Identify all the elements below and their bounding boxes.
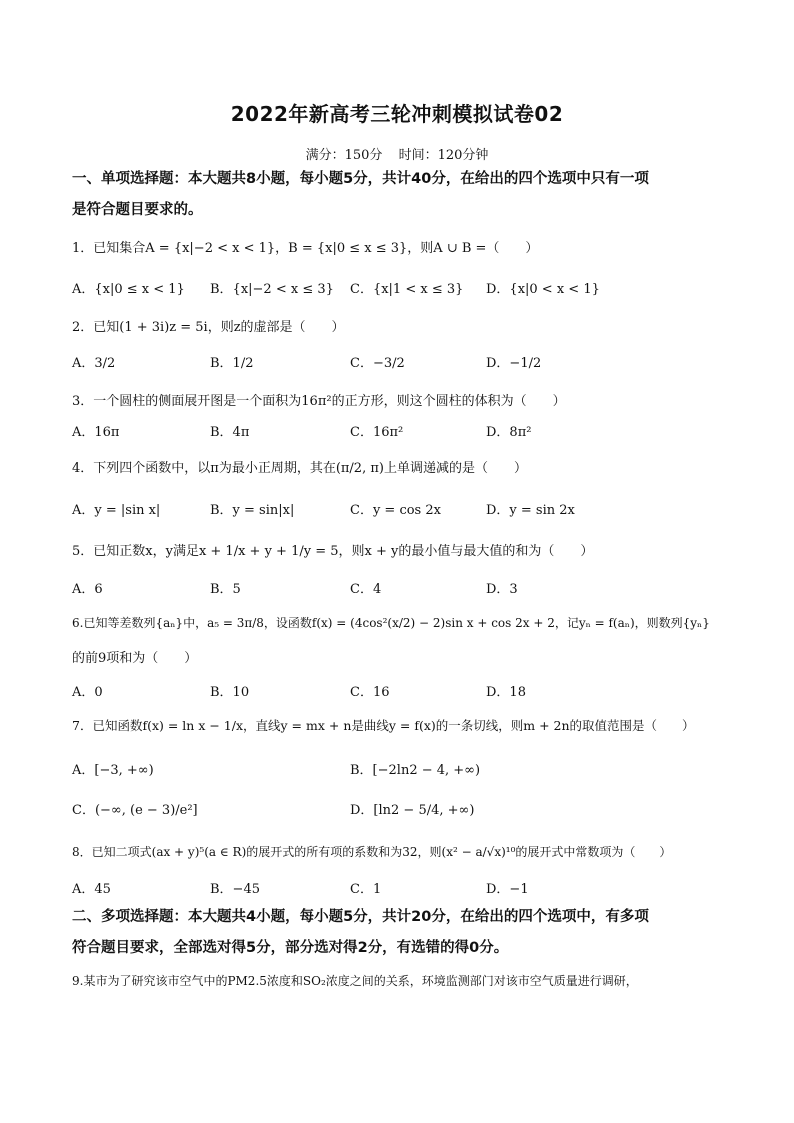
option-c: C．1 <box>350 882 382 897</box>
option-d: D．−1/2 <box>486 356 542 371</box>
question-1-options <box>72 278 732 302</box>
option-b: B．10 <box>210 685 250 700</box>
exam-time: 时间：120分钟 <box>398 148 489 163</box>
option-c: C．−3/2 <box>350 356 405 371</box>
option-a: A．0 <box>72 685 103 700</box>
question-6-stem: 6.已知等差数列{aₙ}中，a₅ = 3π/8，设函数f(x) = (4cos²(x/2) − 2)sin x + cos 2x + 2，记yₙ = f(aₙ)，则数列{yₙ} <box>72 616 710 630</box>
question-2-options <box>72 352 732 376</box>
question-7-options-cd <box>72 799 732 823</box>
option-b: B．{x|−2 < x ≤ 3} <box>210 282 334 297</box>
question-2-stem: 2．已知(1 + 3i)z = 5i，则z的虚部是（ ） <box>72 320 345 335</box>
section-2-line-2: 符合题目要求，全部选对得5分，部分选对得2分，有选错的得0分。 <box>72 940 509 956</box>
option-c: C．4 <box>350 582 382 597</box>
option-d: D．8π² <box>486 425 532 440</box>
option-c: C．y = cos 2x <box>350 503 441 518</box>
option-d: D．−1 <box>486 882 529 897</box>
question-4-options <box>72 499 732 523</box>
question-5-options <box>72 578 732 602</box>
option-a: A．3/2 <box>72 356 116 371</box>
option-b: B．4π <box>210 425 250 440</box>
option-c: C．(−∞, (e − 3)/e²] <box>72 803 198 818</box>
question-6-stem-cont: 的前9项和为（ ） <box>72 651 198 666</box>
question-8-options <box>72 878 732 902</box>
question-3-options <box>72 421 732 445</box>
option-c: C．{x|1 < x ≤ 3} <box>350 282 464 297</box>
page-title: 2022年新高考三轮冲刺模拟试卷02 <box>230 102 564 126</box>
question-4-stem: 4．下列四个函数中，以π为最小正周期，其在(π/2, π)上单调递减的是（ ） <box>72 461 527 476</box>
section-1-line-1: 一、单项选择题：本大题共8小题，每小题5分，共计40分，在给出的四个选项中只有一项 <box>72 171 649 187</box>
question-6-options <box>72 681 732 705</box>
question-3-stem: 3．一个圆柱的侧面展开图是一个面积为16π²的正方形，则这个圆柱的体积为（ ） <box>72 394 566 409</box>
section-1-line-2: 是符合题目要求的。 <box>72 202 203 218</box>
option-a: A．16π <box>72 425 120 440</box>
option-d: D．18 <box>486 685 526 700</box>
full-score: 满分：150分 <box>305 148 383 163</box>
question-5-stem: 5．已知正数x，y满足x + 1/x + y + 1/y = 5，则x + y的最小值与最大值的和为（ ） <box>72 544 594 559</box>
option-d: D．[ln2 − 5/4, +∞) <box>350 803 475 818</box>
section-2-line-1: 二、多项选择题：本大题共4小题，每小题5分，共计20分，在给出的四个选项中，有多项 <box>72 909 649 925</box>
question-8-stem: 8．已知二项式(ax + y)⁵(a ∈ R)的展开式的所有项的系数和为32，则(x² − a/√x)¹⁰的展开式中常数项为（ ） <box>72 845 672 859</box>
question-9-stem: 9.某市为了研究该市空气中的PM2.5浓度和SO₂浓度之间的关系，环境监测部门对该市空气质量进行调研， <box>72 974 638 988</box>
option-b: B．−45 <box>210 882 260 897</box>
option-b: B．1/2 <box>210 356 254 371</box>
question-1-stem: 1．已知集合A = {x|−2 < x < 1}，B = {x|0 ≤ x ≤ 3}，则A ∪ B =（ ） <box>72 241 539 256</box>
option-d: D．{x|0 < x < 1} <box>486 282 600 297</box>
question-7-stem: 7．已知函数f(x) = ln x − 1/x，直线y = mx + n是曲线y = f(x)的一条切线，则m + 2n的取值范围是（ ） <box>72 718 695 733</box>
option-a: A．{x|0 ≤ x < 1} <box>72 282 185 297</box>
option-d: D．3 <box>486 582 518 597</box>
section-1-heading <box>72 164 732 226</box>
score-time-line <box>0 144 794 163</box>
option-a: A．6 <box>72 582 103 597</box>
option-c: C．16 <box>350 685 390 700</box>
question-7-options-ab <box>72 759 732 783</box>
option-b: B．5 <box>210 582 241 597</box>
option-b: B．y = sin|x| <box>210 503 295 518</box>
option-a: A．y = |sin x| <box>72 503 161 518</box>
section-2-heading <box>72 902 732 964</box>
option-a: A．[−3, +∞) <box>72 763 154 778</box>
option-b: B．[−2ln2 − 4, +∞) <box>350 763 481 778</box>
option-c: C．16π² <box>350 425 404 440</box>
option-a: A．45 <box>72 882 111 897</box>
option-d: D．y = sin 2x <box>486 503 575 518</box>
